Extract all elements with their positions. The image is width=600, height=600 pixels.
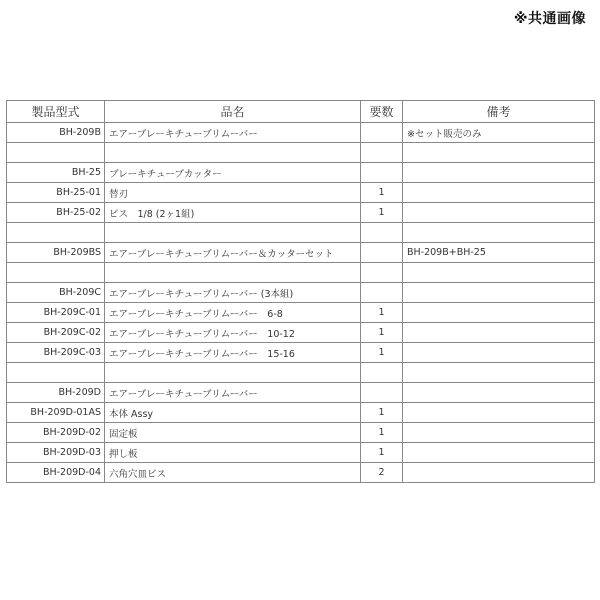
cell-remarks	[403, 323, 595, 343]
table-row	[7, 363, 595, 383]
cell-remarks	[403, 343, 595, 363]
cell-remarks	[403, 363, 595, 383]
table-row	[7, 183, 595, 203]
cell-quantity: 1	[361, 203, 403, 223]
table-row	[7, 263, 595, 283]
table-row	[7, 283, 595, 303]
cell-product-code: BH-209BS	[7, 243, 105, 263]
table-row	[7, 123, 595, 143]
cell-quantity	[361, 383, 403, 403]
cell-product-code: BH-25-02	[7, 203, 105, 223]
table-row	[7, 203, 595, 223]
cell-item-name	[105, 143, 361, 163]
cell-product-code: BH-209D	[7, 383, 105, 403]
cell-quantity: 1	[361, 183, 403, 203]
cell-remarks	[403, 263, 595, 283]
cell-item-name	[105, 363, 361, 383]
table-row	[7, 303, 595, 323]
table-row	[7, 223, 595, 243]
cell-item-name: エアーブレーキチューブリムーバー (3本組)	[105, 283, 361, 303]
cell-product-code	[7, 223, 105, 243]
cell-product-code: BH-209B	[7, 123, 105, 143]
header-quantity: 要数	[361, 101, 403, 123]
cell-product-code: BH-25	[7, 163, 105, 183]
cell-product-code: BH-209D-02	[7, 423, 105, 443]
table-row	[7, 443, 595, 463]
cell-item-name: ビス 1/8 (2ヶ1組)	[105, 203, 361, 223]
cell-item-name: エアーブレーキチューブリムーバー 6-8	[105, 303, 361, 323]
cell-remarks	[403, 423, 595, 443]
header-remarks: 備考	[403, 101, 595, 123]
cell-product-code: BH-209D-01AS	[7, 403, 105, 423]
cell-remarks	[403, 403, 595, 423]
cell-item-name: エアーブレーキチューブリムーバー 15-16	[105, 343, 361, 363]
table-row	[7, 403, 595, 423]
cell-product-code: BH-209C-02	[7, 323, 105, 343]
table-row	[7, 323, 595, 343]
cell-quantity: 1	[361, 423, 403, 443]
common-image-note: ※共通画像	[513, 11, 586, 27]
cell-remarks	[403, 443, 595, 463]
table-row	[7, 163, 595, 183]
table-row	[7, 383, 595, 403]
cell-quantity: 2	[361, 463, 403, 483]
cell-quantity	[361, 363, 403, 383]
parts-table	[6, 100, 595, 483]
cell-item-name: 替刃	[105, 183, 361, 203]
cell-product-code: BH-209C-01	[7, 303, 105, 323]
cell-product-code: BH-209C	[7, 283, 105, 303]
cell-remarks: BH-209B+BH-25	[403, 243, 595, 263]
table-row	[7, 463, 595, 483]
cell-remarks	[403, 163, 595, 183]
cell-item-name: エアーブレーキチューブリムーバー	[105, 383, 361, 403]
cell-item-name: エアーブレーキチューブリムーバー 10-12	[105, 323, 361, 343]
cell-remarks	[403, 143, 595, 163]
cell-product-code: BH-209D-04	[7, 463, 105, 483]
header-product-code: 製品型式	[7, 101, 105, 123]
cell-item-name	[105, 223, 361, 243]
cell-quantity	[361, 123, 403, 143]
cell-product-code: BH-209C-03	[7, 343, 105, 363]
cell-remarks	[403, 183, 595, 203]
cell-remarks	[403, 203, 595, 223]
table-row	[7, 143, 595, 163]
cell-item-name: エアーブレーキチューブリムーバー	[105, 123, 361, 143]
cell-item-name: 本体 Assy	[105, 403, 361, 423]
cell-quantity	[361, 263, 403, 283]
cell-quantity	[361, 223, 403, 243]
cell-remarks	[403, 283, 595, 303]
cell-product-code	[7, 143, 105, 163]
cell-quantity	[361, 283, 403, 303]
cell-item-name: エアーブレーキチューブリムーバー＆カッターセット	[105, 243, 361, 263]
table-row	[7, 243, 595, 263]
cell-quantity: 1	[361, 403, 403, 423]
cell-quantity	[361, 243, 403, 263]
cell-remarks	[403, 463, 595, 483]
table-row	[7, 423, 595, 443]
cell-item-name: ブレーキチューブカッター	[105, 163, 361, 183]
cell-remarks	[403, 303, 595, 323]
cell-quantity	[361, 143, 403, 163]
cell-quantity: 1	[361, 303, 403, 323]
table-body	[7, 123, 595, 483]
cell-quantity: 1	[361, 323, 403, 343]
cell-item-name	[105, 263, 361, 283]
table-header-row	[7, 101, 595, 123]
cell-item-name: 固定板	[105, 423, 361, 443]
header-item-name: 品名	[105, 101, 361, 123]
cell-remarks	[403, 223, 595, 243]
cell-product-code	[7, 363, 105, 383]
table-row	[7, 343, 595, 363]
cell-item-name: 押し板	[105, 443, 361, 463]
cell-product-code	[7, 263, 105, 283]
cell-item-name: 六角穴皿ビス	[105, 463, 361, 483]
cell-remarks: ※セット販売のみ	[403, 123, 595, 143]
cell-product-code: BH-209D-03	[7, 443, 105, 463]
cell-quantity	[361, 163, 403, 183]
cell-remarks	[403, 383, 595, 403]
cell-product-code: BH-25-01	[7, 183, 105, 203]
cell-quantity: 1	[361, 343, 403, 363]
cell-quantity: 1	[361, 443, 403, 463]
